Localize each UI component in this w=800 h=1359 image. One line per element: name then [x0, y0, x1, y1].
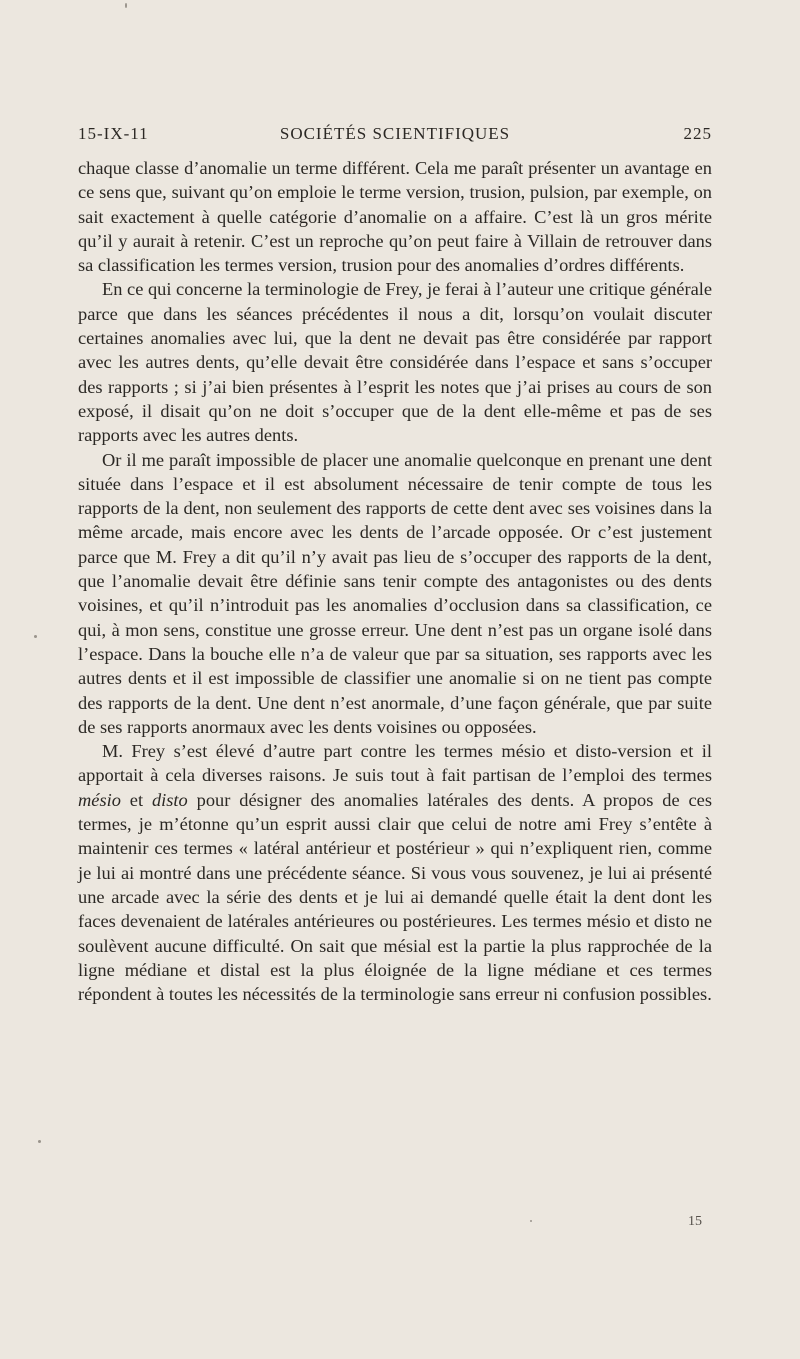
- paragraph: chaque classe d’anomalie un terme différent. Cela me paraît présenter un avantage en ce sens que, suivant qu’on emploie le terme version, trusion, pulsion, par exemple, on sait exactement à quelle catégorie d’anomalie on a affaire. C’est là un gros mérite qu’il y aurait à retenir. C’est un reproche qu’on peut faire à Villain de retrouver dans sa classification les termes version, trusion pour des anomalies d’ordres différents.: [78, 158, 712, 276]
- paper-speck: [34, 635, 37, 638]
- paragraph: En ce qui concerne la terminologie de Frey, je ferai à l’auteur une critique générale parce que dans les séances précédentes il nous a dit, lorsqu’on voulait discuter certaines anomalies avec lui, que la dent ne devait pas être considérée par rapport avec les autres dents, qu’elle devait être considérée dans l’espace et sans s’occuper des rapports ; si j’ai bien présentes à l’esprit les notes que j’ai prises au cours de son exposé, il disait qu’on ne doit s’occuper que de la dent elle-même et pas de ses rapports avec les autres dents.: [78, 279, 712, 446]
- page-number: 225: [683, 124, 712, 143]
- running-header: [78, 124, 712, 150]
- issue-reference: 15-IX-11: [78, 124, 149, 143]
- paper-speck: [38, 1140, 41, 1143]
- paragraph-text: pour désigner des anomalies latérales des dents. A propos de ces termes, je m’étonne qu’un esprit aussi clair que celui de notre ami Frey s’entête à maintenir ces termes « latéral antérieur et postérieur » qui n’expliquent rien, comme je lui ai montré dans une précédente séance. Si vous vous souvenez, je lui ai présenté une arcade avec la série des dents et je lui ai demandé quelle était la dent dont les faces devenaient de latérales antérieures ou postérieures. Les termes mésio et disto ne soulèvent aucune difficulté. On sait que mésial est la partie la plus rapprochée de la ligne médiane et distal est la plus éloignée de la ligne médiane et ces termes répondent à toutes les nécessités de la terminologie sans erreur ni confusion possibles.: [78, 789, 712, 1005]
- paragraph: [78, 739, 712, 1006]
- paper-speck: [530, 1220, 532, 1222]
- section-title: SOCIÉTÉS SCIENTIFIQUES: [279, 124, 511, 143]
- body-text: [78, 156, 712, 1006]
- italic-term: disto: [151, 789, 188, 810]
- signature-mark: 15: [688, 1214, 702, 1229]
- italic-term: mésio: [78, 789, 121, 810]
- paragraph-text: et: [120, 789, 152, 810]
- paper-speck: [125, 3, 127, 8]
- paragraph-text: M. Frey s’est élevé d’autre part contre les termes mésio et disto-version et il apportait à cela diverses raisons. Je suis tout à fait partisan de l’emploi des termes: [78, 741, 712, 786]
- paragraph: Or il me paraît impossible de placer une anomalie quelconque en prenant une dent située dans l’espace et il est absolument nécessaire de tenir compte de tous les rapports de la dent, non seulement des rapports de cette dent avec ses voisines dans la même arcade, mais encore avec les dents de l’arcade opposée. Or c’est justement parce que M. Frey a dit qu’il n’y avait pas lieu de s’occuper des rapports de la dent, que l’anomalie devait être définie sans tenir compte des antagonistes ou des dents voisines, et qu’il n’introduit pas les anomalies d’occlusion dans sa classification, ce qui, à mon sens, constitue une grosse erreur. Une dent n’est pas un organe isolé dans l’espace. Dans la bouche elle n’a de valeur que par sa situation, ses rapports avec les autres dents et il est impossible de classifier une anomalie si on ne tient pas compte des rapports de la dent. Une dent n’est anormale, d’une façon générale, que par suite de ses rapports anormaux avec les dents voisines ou opposées.: [78, 449, 712, 737]
